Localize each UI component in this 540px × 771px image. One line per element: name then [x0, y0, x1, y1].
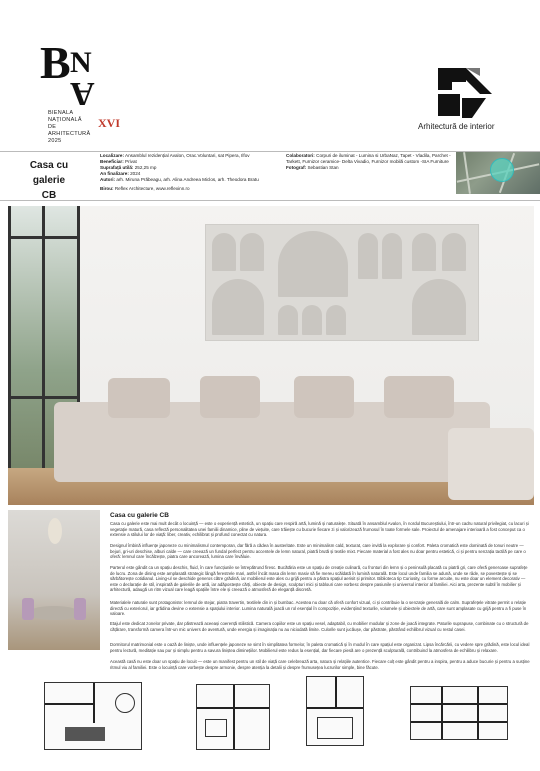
description-paragraph: Această casă nu este doar un spațiu de locuit — este un manifest pentru un stil de viață care celebrează arta, natura și relațiile autentice. Fiecare colț este gândit pentru a inspira, pentru a aduce bucurie și pentru a susține ritmul viu al familiei. Este o locuință care vorbește despre armonie, despre atenția la detalii și despre frumusețea lucrurilor simple, bine făcute.: [110, 659, 530, 670]
info-row: [286, 153, 452, 165]
project-title: [14, 158, 84, 203]
bna-subtitle: [48, 110, 90, 145]
dining-room-photo: [8, 510, 100, 650]
description-title: Casa cu galerie CB: [110, 512, 169, 519]
bna-logo: [40, 37, 121, 144]
location-marker-icon: [490, 158, 514, 182]
info-key: An finalizare:: [100, 171, 129, 177]
info-key: Colaboratori:: [286, 153, 315, 158]
info-value: 252,25 mp: [134, 165, 157, 171]
info-value: Reflex Architecture, www.reflexinn.ro: [114, 186, 190, 192]
project-info-right: [286, 153, 452, 171]
description-paragraph: Etajul este dedicat zonelor private, dar păstrează aceeași coerență stilistică. Camera copiilor este un spațiu vesel, adaptabil, cu mobilier modular și zone de joacă integrate. Paturile suprapuse, combinate cu o structură de cățărare, transformă camera într-un mic univers de aventură, unde energia și imaginația nu au niciodată limite. Culorile sunt jucăușe, dar păstrate, păstrând echilibrul vizual cu restul casei.: [110, 621, 529, 632]
bna-letter-n: N: [70, 46, 92, 79]
info-key: Birou:: [100, 186, 114, 192]
info-value: Privat: [125, 159, 137, 165]
description-paragraph: Dormitorul matrimonial este o oază de liniște, unde influențele japoneze se simt în simplitatea formelor, în paleta cromatică și în modul în care spațiul este organizat. Lipsa încărcării, cu vedere spre grădină, este locul ideal pentru lectură, meditație sau pur și simplu pentru a savura liniștea diminețiilor. Mobilierul este redus la esențial, dar fiecare piesă are o prezență sculpturală, contribuind la atmosfera de echilibru și relaxare.: [110, 642, 530, 653]
info-value: arh. Miruna Prăbeagu, arh. Alina Andreea Miclos, arh. Theodora Bratu: [116, 177, 259, 183]
interior-architecture-icon: [436, 64, 494, 120]
section-label: Arhitectură de interior: [418, 122, 495, 131]
project-title-line: CB: [41, 190, 57, 201]
description-paragraph: Materialele naturale sunt protagoniste: lemnul de stejar, piatra travertin, textilele din in și bumbac. Acestea nu doar că oferă confort vizual, ci și contribuie la o senzație generală de calm. Suprafețele vitrate permit o relație directă cu exteriorul, iar grădina devine o extensie a spațiului interior. Lumina naturală joacă un rol esențial în compoziție, evidențiind texturile, volumele și obiectele de artă, care sunt amplasate cu grijă pentru a fi puse în valoare.: [110, 600, 527, 617]
project-title-line: Casa cu galerie: [29, 160, 69, 186]
bna-line: 2025: [48, 138, 62, 144]
floor-plan-ground: [44, 682, 142, 750]
info-key: Autori:: [100, 177, 116, 183]
info-row: [286, 165, 452, 171]
info-key: Suprafață utilă:: [100, 165, 134, 171]
project-info-left: [100, 153, 280, 193]
bna-line: DE: [48, 124, 57, 130]
info-value: Sebastian Stan: [307, 165, 339, 171]
location-map: [456, 152, 540, 194]
bna-line: NAȚIONALĂ: [48, 117, 82, 123]
bna-letter-a: A: [70, 75, 95, 112]
bna-edition: XVI: [98, 116, 121, 130]
info-value: Ansamblul rezidențial Avalon, Orac.Voluntari, sat Pipera, Ilfov: [125, 153, 250, 158]
info-value: 2024: [130, 171, 141, 177]
description-paragraph: Designul îmbină influențe japoneze cu minimalismul contemporan, dar fără a cădea în austeritate. Este un minimalism cald, texturat, care invită la explorare și confort. Paleta cromatică este dominată de tonuri neutre — bejuri, gri-uri deschise, alburi calde — care creează un fundal perfect pentru accentele de lemn natural, piatră brută și textile mixt. Fiecare material a fost ales nu doar pentru estetică, ci și pentru senzația tactilă pe care o oferă: lemnul care încălzește, piatra care ancorează, lumina care învăluie.: [110, 543, 526, 560]
info-key: Fotograf:: [286, 165, 307, 171]
bna-letter-b: B: [40, 37, 71, 88]
living-room-photo: [8, 206, 534, 505]
floor-plan-first: [196, 684, 270, 750]
info-row: [100, 177, 280, 183]
description-paragraph: Casa cu galerie este mai mult decât o locuință — este o experiență estetică, un spațiu care respiră artă, lumină și naturalețe. Situată în ansamblul Avalon, în nordul Bucureștiului, într-un cadru natural privilegiat, cu lacuri și vegetație matură, casa reflectă personalitatea unei familii dinamice, pline de viețuite, care trăiește cu bucurie fiecare zi și valorizează frumosul în toate formele sale. Proiectul de amenajare interioară a fost conceput ca o extensie a stilului lor de viață: liber, creativ, echilibrat și profund conectat cu natura.: [110, 521, 529, 538]
description-paragraph: Parterul este gândit ca un spațiu deschis, fluid, în care funcțiunile se întrepătrund firesc. Bucătăria este un spațiu de creație culinară, cu fronturi din lemn și o peninsulă placată cu piatră gri, care oferă generoase suprafețe de lucru. Zona de dining este amplasată strategic lângă ferestrele mari, astfel încât masa din lemn masiv să fie mereu scăldată în lumină naturală. Este locul unde familia se adună, unde se râde, se povestește și se sărbătorește cotidianul. Living-ul se deschide generos către grădină, iar mobilierul este ales cu grijă pentru a păstra spațiul aerisit și primitor. Biblioteca tip Curiosity, cu forme arcuite, nu este doar un element decorativ — este o declarație de stil, inspirată de galeriile de artă, iar adăpostește cărți, obiecte de design, sculpturi mici și tablouri care vorbesc despre pasiunile și universul interior al familiei. Aici arta, prezente subtil în mobilier și arhitectură, adaugă un ritm vizual care leagă spațiile între ele și creează o atmosferă de eleganță discretă.: [110, 565, 528, 593]
info-value: Corpuri de iluminat - Lumina si UrbaNaz, Tapet - Vladila, Parchet -Tarkett, Furnizor ceramice- Delta Vivadio, Furnizor mobilă custom -SIA Furniture: [286, 153, 451, 165]
floor-plan-attic: [306, 676, 364, 746]
bna-line: ARHITECTURĂ: [48, 131, 91, 137]
bna-line: BIENALA: [48, 110, 74, 116]
info-key: Beneficiar:: [100, 159, 124, 165]
section-drawing: [410, 686, 508, 740]
info-key: Localizare:: [100, 153, 124, 158]
info-row: [100, 186, 280, 192]
